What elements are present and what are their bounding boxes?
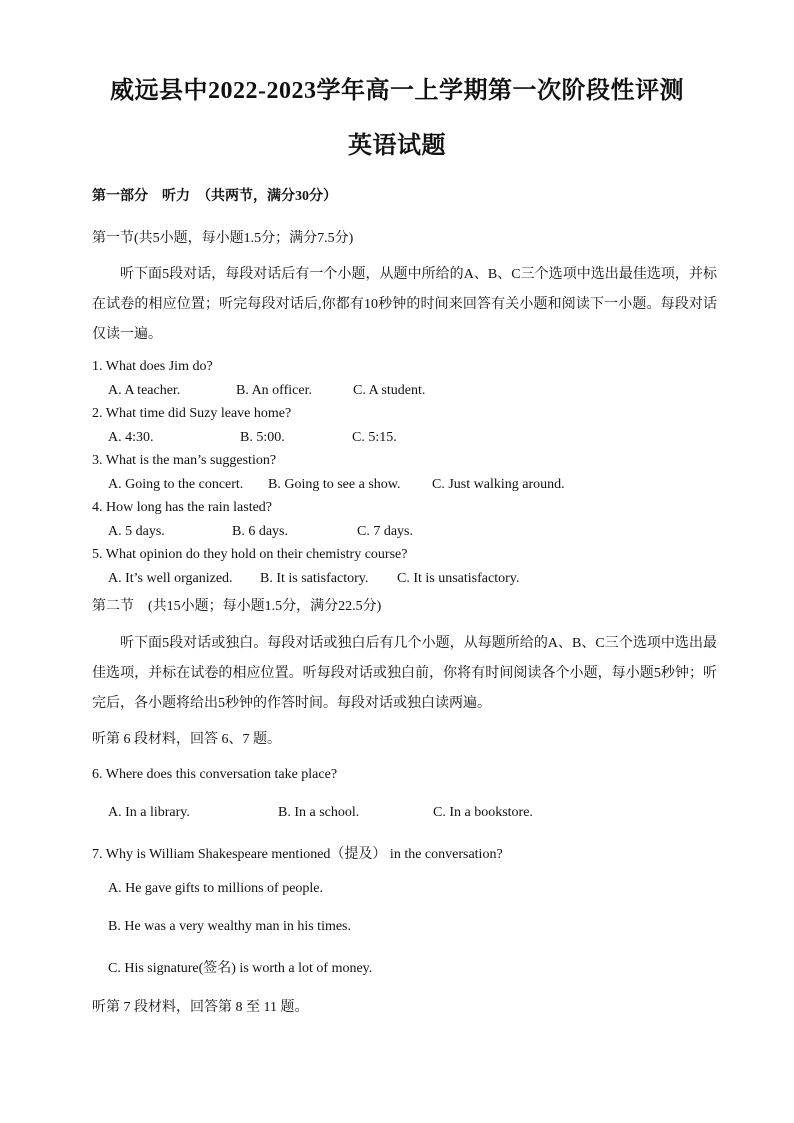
option-c: C. In a bookstore. bbox=[433, 805, 533, 820]
section1-heading: 第一节(共5小题，每小题1.5分；满分7.5分) bbox=[92, 231, 354, 246]
question-stem: 4. How long has the rain lasted? bbox=[92, 500, 273, 515]
exam-subtitle: 英语试题 bbox=[348, 133, 446, 159]
option-a: A. Going to the concert. bbox=[108, 477, 244, 492]
option-b: B. He was a very wealthy man in his times. bbox=[108, 919, 352, 934]
option-a: A. In a library. bbox=[108, 805, 190, 820]
option-a: A. A teacher. bbox=[108, 383, 181, 398]
option-b: B. Going to see a show. bbox=[268, 477, 401, 492]
option-c: C. A student. bbox=[353, 383, 426, 398]
option-a: A. 5 days. bbox=[108, 524, 165, 539]
option-b: B. It is satisfactory. bbox=[260, 571, 369, 586]
option-c: C. 5:15. bbox=[352, 430, 397, 445]
option-b: B. 6 days. bbox=[232, 524, 288, 539]
section1-instructions: 听下面5段对话，每段对话后有一个小题，从题中所给的A、B、C三个选项中选出最佳选项，并标在试卷的相应位置；听完每段对话后,你都有10秒钟的时间来回答有关小题和阅读下一小题。每段对话仅读一遍。 bbox=[92, 267, 717, 342]
part1-heading: 第一部分 听力 （共两节，满分30分） bbox=[92, 189, 337, 204]
material-6-label: 听第 6 段材料，回答 6、7 题。 bbox=[92, 732, 281, 747]
exam-title: 威远县中2022-2023学年高一上学期第一次阶段性评测 bbox=[110, 78, 684, 104]
option-b: B. In a school. bbox=[278, 805, 360, 820]
question-stem: 1. What does Jim do? bbox=[92, 359, 213, 374]
question-stem: 6. Where does this conversation take place? bbox=[92, 767, 338, 782]
section2-instructions: 听下面5段对话或独白。每段对话或独白后有几个小题，从每题所给的A、B、C三个选项中选出最佳选项，并标在试卷的相应位置。听每段对话或独白前，你将有时间阅读各个小题，每小题5秒钟；听完后，各小题将给出5秒钟的作答时间。每段对话或独白读两遍。 bbox=[92, 636, 717, 711]
option-c: C. His signature(签名) is worth a lot of money. bbox=[108, 961, 373, 976]
option-b: B. An officer. bbox=[236, 383, 312, 398]
option-c: C. Just walking around. bbox=[432, 477, 565, 492]
option-a: A. 4:30. bbox=[108, 430, 154, 445]
question-stem: 2. What time did Suzy leave home? bbox=[92, 406, 292, 421]
material-7-label: 听第 7 段材料，回答第 8 至 11 题。 bbox=[92, 1000, 309, 1015]
option-c: C. It is unsatisfactory. bbox=[397, 571, 520, 586]
option-a: A. He gave gifts to millions of people. bbox=[108, 881, 324, 896]
section2-heading: 第二节 (共15小题；每小题1.5分，满分22.5分) bbox=[92, 599, 382, 614]
option-a: A. It’s well organized. bbox=[108, 571, 233, 586]
option-c: C. 7 days. bbox=[357, 524, 413, 539]
question-stem: 5. What opinion do they hold on their chemistry course? bbox=[92, 547, 408, 562]
question-stem: 7. Why is William Shakespeare mentioned（提及） in the conversation? bbox=[92, 847, 503, 862]
question-stem: 3. What is the man’s suggestion? bbox=[92, 453, 277, 468]
option-b: B. 5:00. bbox=[240, 430, 285, 445]
